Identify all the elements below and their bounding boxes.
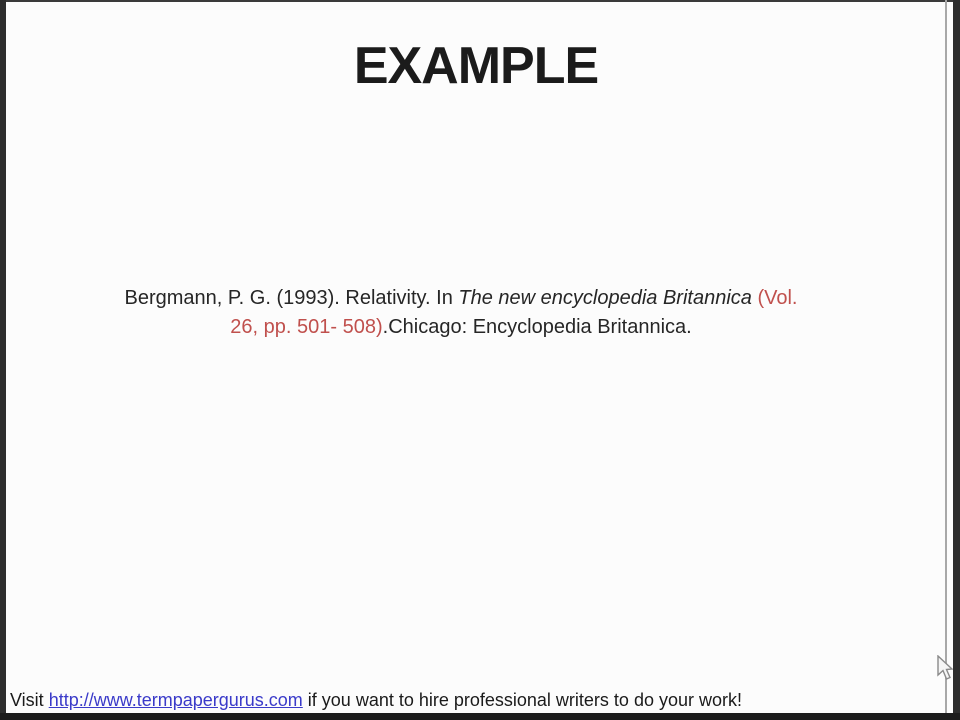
frame-border-right bbox=[953, 0, 960, 720]
footer-prefix-text: Visit bbox=[10, 690, 49, 710]
frame-divider-line bbox=[945, 0, 947, 720]
slide-title: EXAMPLE bbox=[353, 37, 599, 95]
citation-author-segment: Bergmann, P. G. (1993). Relativity. In bbox=[124, 287, 459, 309]
citation-book-title-segment: The new encyclopedia Britannica bbox=[458, 287, 752, 309]
frame-border-left bbox=[0, 0, 6, 720]
citation-publisher-segment: .Chicago: Encyclopedia Britannica. bbox=[382, 316, 692, 338]
mouse-arrow-cursor-icon bbox=[936, 655, 953, 682]
citation-pages-segment: 26, pp. 501- 508) bbox=[230, 316, 383, 338]
footer-suffix-text: if you want to hire professional writers to do your work! bbox=[302, 690, 742, 710]
citation-volume-segment: (Vol. bbox=[751, 287, 798, 309]
termpapergurus-link[interactable]: http://www.termpapergurus.com bbox=[48, 690, 303, 710]
frame-border-top bbox=[0, 0, 960, 2]
citation-text bbox=[0, 284, 922, 342]
footer-promo bbox=[10, 690, 940, 711]
frame-border-bottom bbox=[0, 713, 960, 720]
